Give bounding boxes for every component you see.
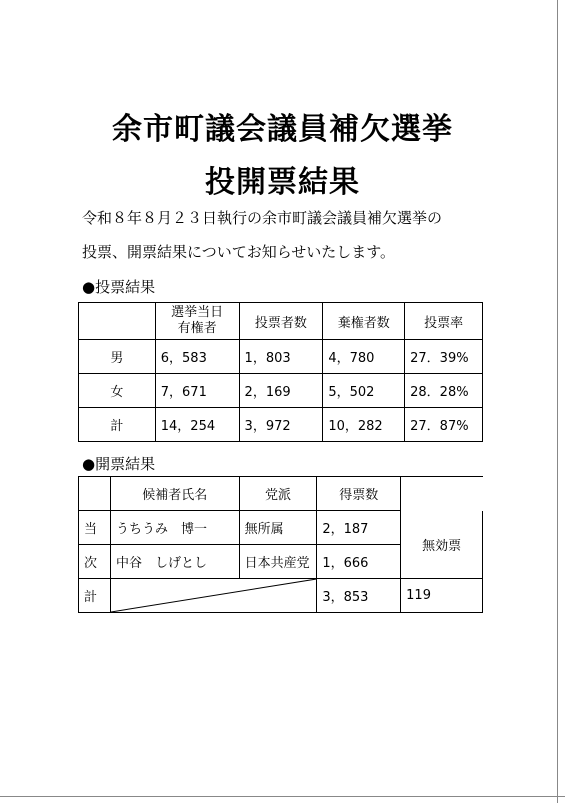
candidate-votes: 2，187 [317, 511, 401, 545]
invalid-votes-label: 無効票 [401, 511, 483, 579]
header-party: 党派 [239, 477, 317, 511]
voters-value: 2，169 [239, 374, 323, 408]
electorate-value: 7，671 [155, 374, 239, 408]
empty-diagonal-cell [110, 579, 316, 613]
candidate-party: 無所属 [239, 511, 317, 545]
header-empty-cell [79, 303, 156, 340]
table-row [79, 374, 483, 408]
header-candidate-name: 候補者氏名 [110, 477, 239, 511]
table-row [79, 408, 483, 442]
turnout-value: 27．39% [405, 340, 483, 374]
total-label: 計 [79, 579, 111, 613]
header-abstainers: 棄権者数 [323, 303, 405, 340]
invalid-votes-value: 119 [401, 579, 483, 613]
turnout-value: 28．28% [405, 374, 483, 408]
page-subtitle: 投開票結果 [205, 165, 360, 200]
header-empty-cell [79, 477, 111, 511]
row-label: 男 [79, 340, 156, 374]
turnout-value: 27．87% [405, 408, 483, 442]
candidate-votes: 1，666 [317, 545, 401, 579]
header-electorate [155, 303, 239, 340]
row-label: 計 [79, 408, 156, 442]
voters-value: 1，803 [239, 340, 323, 374]
table-row [79, 511, 483, 545]
header-votes: 得票数 [317, 477, 401, 511]
abstainers-value: 10，282 [323, 408, 405, 442]
diagonal-line [111, 579, 316, 612]
total-votes: 3，853 [317, 579, 401, 613]
candidate-name: うちうみ 博一 [110, 511, 239, 545]
counting-results-heading: ●開票結果 [82, 455, 156, 473]
electorate-value: 14，254 [155, 408, 239, 442]
header-electorate-line-2: 有権者 [177, 321, 217, 336]
page-title: 余市町議会議員補欠選挙 [112, 112, 453, 147]
table-row [79, 579, 483, 613]
intro-text-line-1: 令和８年８月２３日執行の余市町議会議員補欠選挙の [82, 209, 443, 227]
table-row [79, 340, 483, 374]
header-empty-cell [401, 477, 483, 511]
header-electorate-line-1: 選挙当日 [171, 305, 224, 320]
header-voters: 投票者数 [239, 303, 323, 340]
voting-results-heading: ●投票結果 [82, 278, 156, 296]
table-header-row [79, 477, 483, 511]
candidate-name: 中谷 しげとし [110, 545, 239, 579]
voting-results-table [78, 302, 483, 442]
header-turnout: 投票率 [405, 303, 483, 340]
intro-text-line-2: 投票、開票結果についてお知らせいたします。 [82, 243, 396, 261]
abstainers-value: 5，502 [323, 374, 405, 408]
counting-results-table [78, 476, 483, 613]
voters-value: 3，972 [239, 408, 323, 442]
candidate-party: 日本共産党 [239, 545, 317, 579]
table-header-row [79, 303, 483, 340]
abstainers-value: 4，780 [323, 340, 405, 374]
electorate-value: 6，583 [155, 340, 239, 374]
row-label: 女 [79, 374, 156, 408]
elected-mark: 当 [79, 511, 111, 545]
page-border-bottom [0, 796, 565, 797]
runner-up-mark: 次 [79, 545, 111, 579]
